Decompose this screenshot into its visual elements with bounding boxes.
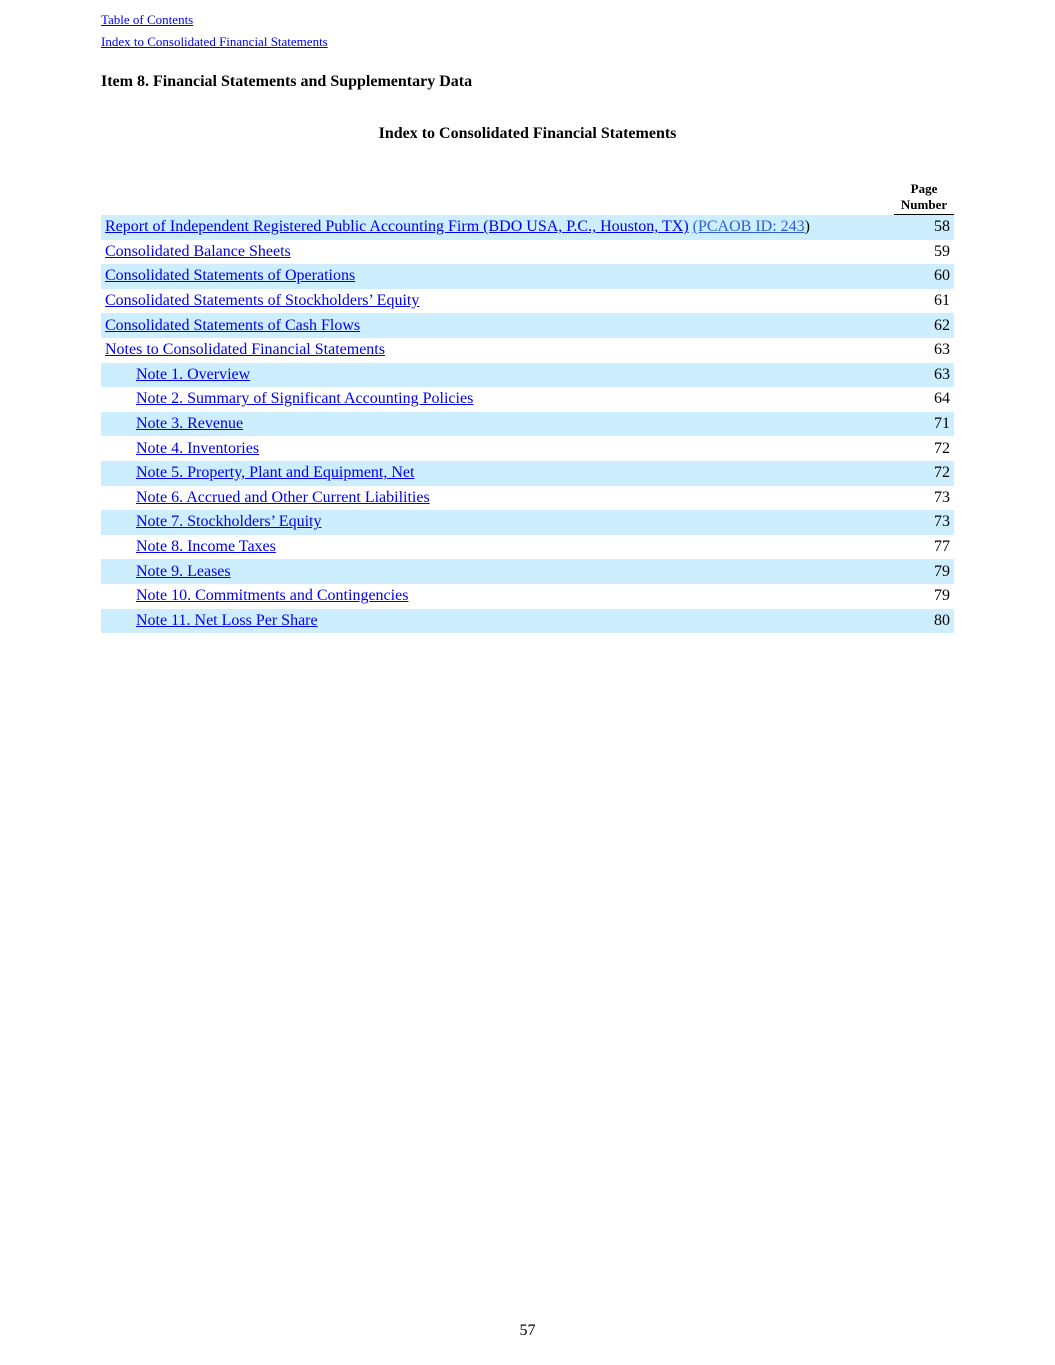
row-label-cell <box>101 559 890 584</box>
index-financial-statements-link[interactable]: Index to Consolidated Financial Statements <box>101 34 328 49</box>
table-row <box>101 338 954 363</box>
row-label-cell <box>101 215 890 240</box>
row-label-cell <box>101 264 890 289</box>
table-row <box>101 412 954 437</box>
table-row <box>101 559 954 584</box>
note-5-link[interactable]: Note 5. Property, Plant and Equipment, Net <box>136 464 415 482</box>
page-number: 71 <box>890 412 954 437</box>
index-title: Index to Consolidated Financial Statements <box>378 125 677 142</box>
note-3-link[interactable]: Note 3. Revenue <box>136 415 244 433</box>
page-number-header <box>894 181 954 215</box>
row-label-cell <box>101 584 890 609</box>
row-label-cell <box>101 436 890 461</box>
row-label-cell <box>101 461 890 486</box>
table-row <box>101 387 954 412</box>
page-number: 59 <box>934 242 950 260</box>
table-row <box>101 535 954 560</box>
row-label-cell <box>101 535 890 560</box>
note-9-link[interactable]: Note 9. Leases <box>136 562 231 580</box>
table-row <box>101 486 954 511</box>
page-number: 64 <box>934 390 950 408</box>
page-number: 63 <box>890 363 954 388</box>
row-label-cell <box>101 338 890 363</box>
page-number: 60 <box>890 264 954 289</box>
financial-statements-index-table <box>101 181 954 633</box>
table-row <box>101 264 954 289</box>
top-navigation <box>101 9 328 53</box>
row-label-cell <box>101 510 890 535</box>
page-number: 79 <box>934 587 950 605</box>
note-8-link[interactable]: Note 8. Income Taxes <box>136 538 276 556</box>
row-label-cell <box>101 363 890 388</box>
row-label-cell <box>101 313 890 338</box>
header-spacer <box>101 181 890 215</box>
table-row <box>101 461 954 486</box>
table-row <box>101 510 954 535</box>
row-label-cell <box>101 387 890 412</box>
table-row <box>101 215 954 240</box>
page-number: 72 <box>934 439 950 457</box>
page-header-line1: Page <box>910 181 938 196</box>
page-number: 72 <box>890 461 954 486</box>
pcaob-id-link[interactable]: (PCAOB ID: 243 <box>692 218 805 236</box>
table-row <box>101 436 954 461</box>
table-row <box>101 363 954 388</box>
note-11-link[interactable]: Note 11. Net Loss Per Share <box>136 611 318 629</box>
table-row <box>101 584 954 609</box>
row-label-cell <box>101 609 890 634</box>
page-number: 63 <box>934 341 950 359</box>
page-number: 58 <box>890 215 954 240</box>
note-10-link[interactable]: Note 10. Commitments and Contingencies <box>136 587 409 605</box>
table-row <box>101 313 954 338</box>
page-number: 80 <box>890 609 954 634</box>
table-of-contents-link[interactable]: Table of Contents <box>101 12 194 27</box>
cash-flows-link[interactable]: Consolidated Statements of Cash Flows <box>105 316 361 334</box>
row-label-cell <box>101 412 890 437</box>
table-row <box>101 609 954 634</box>
page-number: 61 <box>934 292 950 310</box>
table-row <box>101 240 954 265</box>
page-number: 79 <box>890 559 954 584</box>
page-number: 73 <box>934 488 950 506</box>
table-row <box>101 289 954 314</box>
auditor-report-link[interactable]: Report of Independent Registered Public Accounting Firm (BDO USA, P.C., Houston, TX) <box>105 218 689 236</box>
page-header-line2: Number <box>900 197 948 212</box>
row-label-cell <box>101 289 890 314</box>
page-number: 77 <box>934 538 950 556</box>
statements-of-operations-link[interactable]: Consolidated Statements of Operations <box>105 267 356 285</box>
balance-sheets-link[interactable]: Consolidated Balance Sheets <box>105 242 291 260</box>
note-6-link[interactable]: Note 6. Accrued and Other Current Liabilities <box>136 488 430 506</box>
stockholders-equity-statements-link[interactable]: Consolidated Statements of Stockholders’ Equity <box>105 292 420 310</box>
item-heading: Item 8. Financial Statements and Supplementary Data <box>101 73 473 90</box>
notes-link[interactable]: Notes to Consolidated Financial Statements <box>105 341 385 359</box>
page-number: 73 <box>890 510 954 535</box>
note-1-link[interactable]: Note 1. Overview <box>136 365 251 383</box>
table-header-row <box>101 181 954 215</box>
note-4-link[interactable]: Note 4. Inventories <box>136 439 260 457</box>
page-number-header-cell <box>890 181 954 215</box>
note-7-link[interactable]: Note 7. Stockholders’ Equity <box>136 513 322 531</box>
row-label-cell <box>101 240 890 265</box>
note-2-link[interactable]: Note 2. Summary of Significant Accounting Policies <box>136 390 474 408</box>
page-folio-number: 57 <box>519 1322 536 1339</box>
page-number: 62 <box>890 313 954 338</box>
closing-paren: ) <box>804 218 810 236</box>
row-label-cell <box>101 486 890 511</box>
